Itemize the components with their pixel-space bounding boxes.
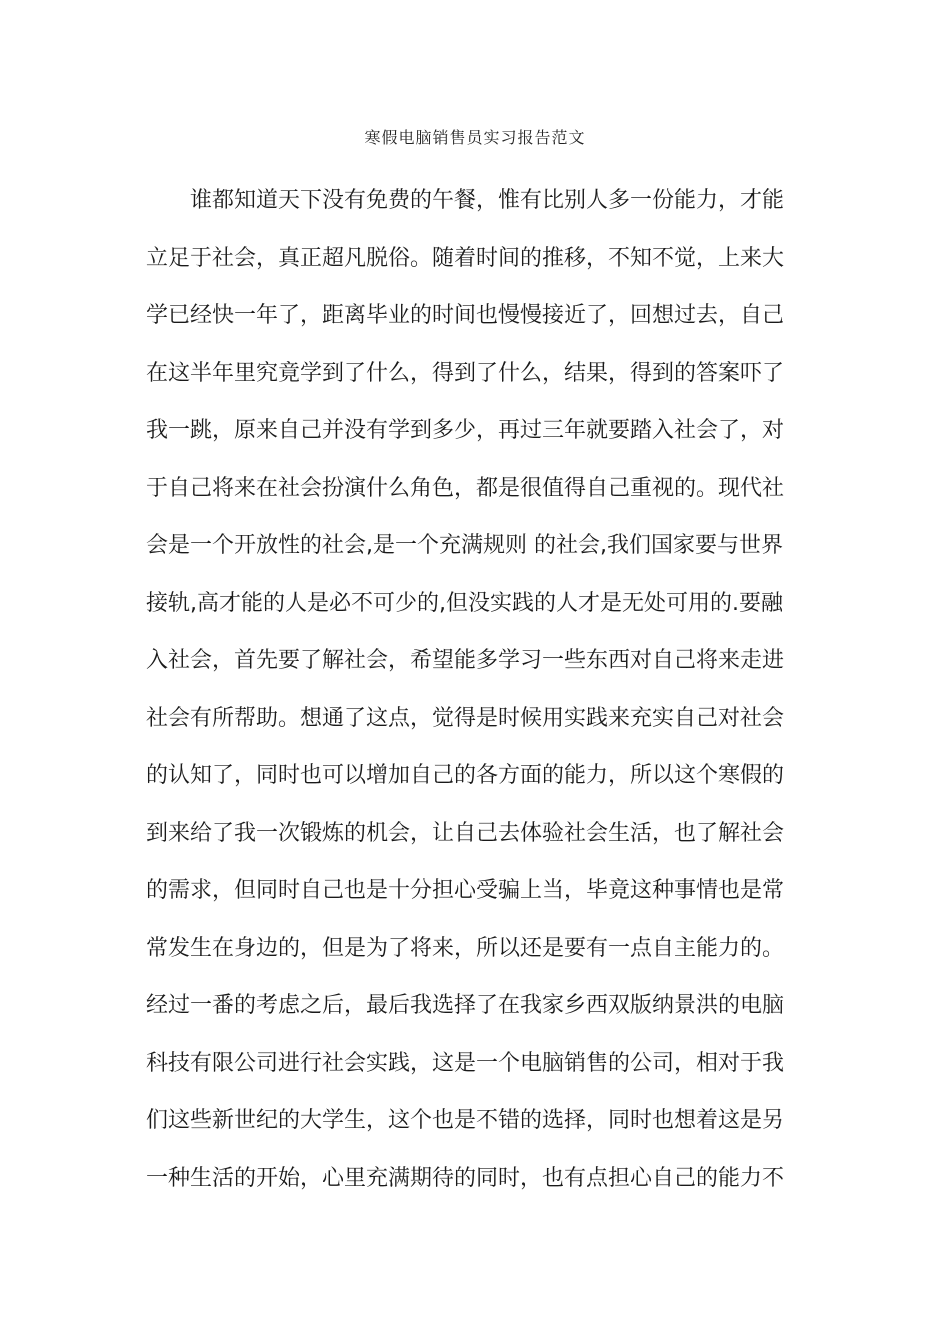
body-line: 入社会，首先要了解社会，希望能多学习一些东西对自己将来走进 (146, 648, 785, 673)
body-line: 于自己将来在社会扮演什么角色，都是很值得自己重视的。现代社 (146, 475, 785, 501)
body-line: 们这些新世纪的大学生，这个也是不错的选择，同时也想着这是另 (146, 1108, 785, 1133)
document-body (146, 172, 808, 1207)
document-title: 寒假电脑销售员实习报告范文 (364, 128, 586, 147)
body-line: 到来给了我一次锻炼的机会，让自己去体验社会生活，也了解社会 (146, 820, 785, 846)
body-line: 立足于社会，真正超凡脱俗。随着时间的推移，不知不觉，上来大 (146, 245, 785, 271)
body-line: 社会有所帮助。想通了这点，觉得是时候用实践来充实自己对社会 (146, 705, 785, 731)
body-line: 的认知了，同时也可以增加自己的各方面的能力，所以这个寒假的 (146, 763, 785, 788)
body-line: 会是一个开放性的社会,是一个充满规则 的社会,我们国家要与世界 (146, 533, 783, 558)
body-line: 科技有限公司进行社会实践，这是一个电脑销售的公司，相对于我 (146, 1050, 785, 1076)
body-line: 谁都知道天下没有免费的午餐，惟有比别人多一份能力，才能 (190, 188, 785, 213)
body-line: 的需求，但同时自己也是十分担心受骗上当，毕竟这种事情也是常 (146, 878, 785, 903)
body-line: 接轨,高才能的人是必不可少的,但没实践的人才是无处可用的.要融 (146, 590, 783, 616)
body-line: 一种生活的开始，心里充满期待的同时，也有点担心自己的能力不 (146, 1165, 785, 1191)
body-line: 我一跳，原来自己并没有学到多少，再过三年就要踏入社会了，对 (146, 418, 785, 443)
body-line: 学已经快一年了，距离毕业的时间也慢慢接近了，回想过去，自己 (146, 303, 785, 328)
body-line: 常发生在身边的，但是为了将来，所以还是要有一点自主能力的。 (146, 935, 785, 961)
body-line: 在这半年里究竟学到了什么，得到了什么，结果，得到的答案吓了 (146, 360, 785, 386)
body-line: 经过一番的考虑之后，最后我选择了在我家乡西双版纳景洪的电脑 (146, 993, 785, 1018)
